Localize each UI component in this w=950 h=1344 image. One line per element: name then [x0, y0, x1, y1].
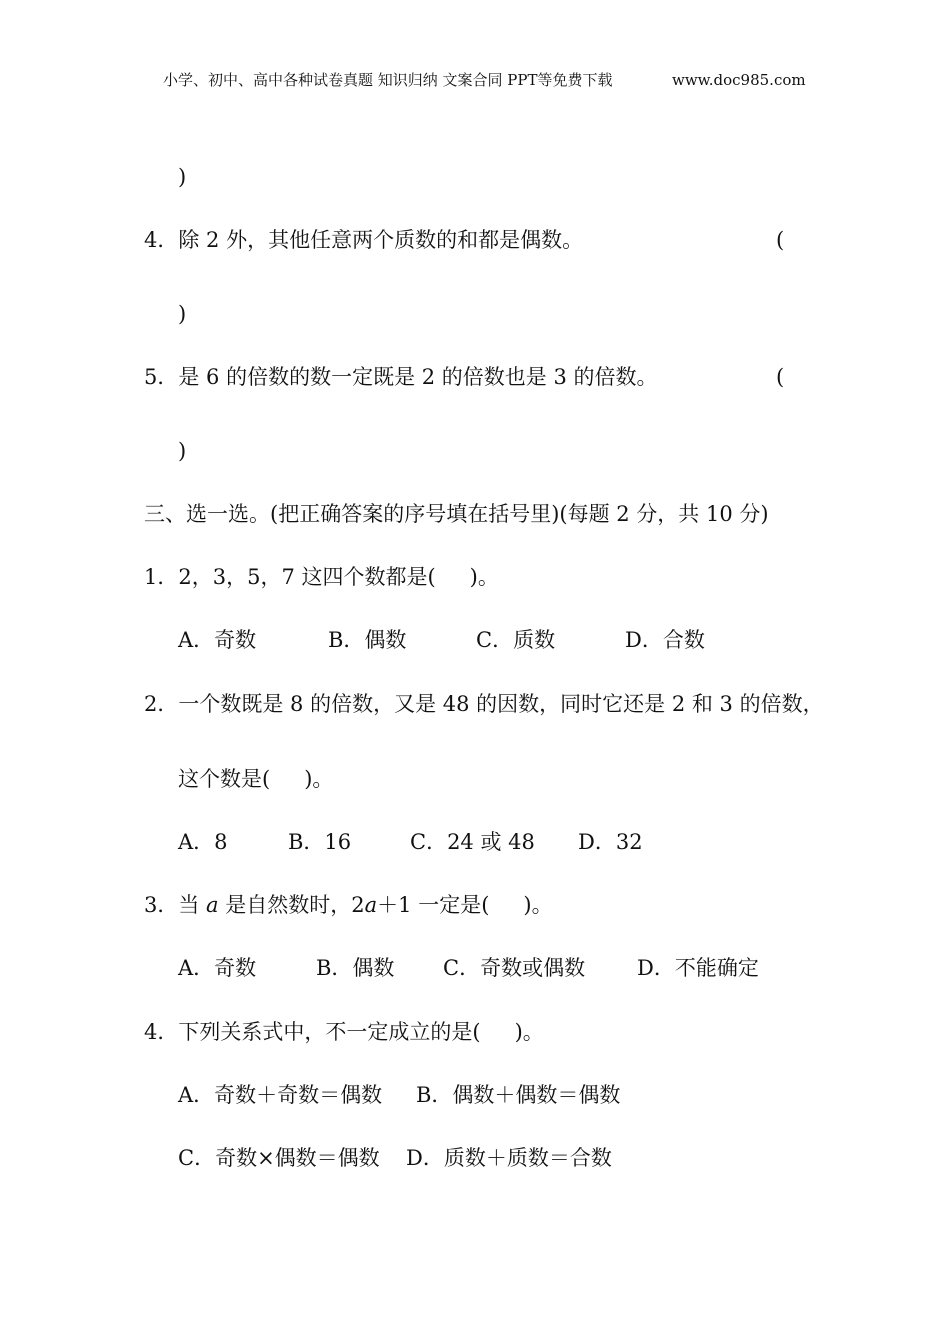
option-b: B．16 — [288, 830, 352, 854]
header-text: 小学、初中、高中各种试卷真题 知识归纳 文案合同 PPT等免费下载 — [163, 71, 613, 89]
option-a: A．奇数 — [178, 628, 257, 652]
prev-answer-close-paren: ) — [178, 165, 187, 189]
choice-question-1 — [144, 563, 499, 591]
variable-a: a — [206, 893, 219, 917]
option-a: A．奇数＋奇数＝偶数 — [178, 1083, 383, 1107]
choice-question-2-cont — [178, 765, 333, 793]
question-number: 4． — [144, 228, 179, 252]
question-stem: 1．2，3，5，7 这四个数都是( — [144, 565, 436, 589]
option-c: C．奇数或偶数 — [443, 956, 586, 980]
option-d: D．合数 — [625, 628, 705, 652]
answer-open-paren: ( — [776, 365, 785, 389]
question-stem: ＋1 一定是( — [377, 893, 490, 917]
question-text: 是 6 的倍数的数一定既是 2 的倍数也是 3 的倍数。 — [178, 365, 658, 389]
question-stem: 4．下列关系式中，不一定成立的是( — [144, 1020, 481, 1044]
option-a: A．8 — [178, 830, 228, 854]
question-stem-end: )。 — [514, 1020, 544, 1044]
choice-question-3 — [144, 891, 553, 919]
option-b: B．偶数＋偶数＝偶数 — [416, 1083, 621, 1107]
judge-question-5 — [144, 363, 658, 391]
option-a: A．奇数 — [178, 956, 257, 980]
option-c: C．质数 — [476, 628, 556, 652]
answer-close-paren: ) — [178, 439, 187, 463]
answer-close-paren: ) — [178, 302, 187, 326]
variable-a: a — [364, 893, 378, 917]
header-site: www.doc985.com — [672, 71, 806, 89]
section-title: 三、选一选。(把正确答案的序号填在括号里)(每题 2 分，共 10 分) — [144, 502, 769, 526]
question-stem: 是自然数时，2 — [218, 893, 365, 917]
option-d: D．不能确定 — [637, 956, 759, 980]
question-stem: 3．当 — [144, 893, 207, 917]
question-text: 除 2 外，其他任意两个质数的和都是偶数。 — [178, 228, 584, 252]
question-number: 5． — [144, 365, 179, 389]
option-c: C．24 或 48 — [410, 830, 535, 854]
answer-open-paren: ( — [776, 228, 785, 252]
choice-question-4 — [144, 1018, 544, 1046]
option-b: B．偶数 — [316, 956, 395, 980]
question-stem-end: )。 — [469, 565, 499, 589]
question-stem-end: )。 — [304, 767, 334, 791]
option-d: D．32 — [578, 830, 643, 854]
question-stem-end: )。 — [523, 893, 553, 917]
question-stem: 这个数是( — [178, 767, 271, 791]
judge-question-4 — [144, 226, 583, 254]
choice-question-2: 2．一个数既是 8 的倍数，又是 48 的因数，同时它还是 2 和 3 的倍数， — [144, 692, 824, 716]
option-d: D．质数＋质数＝合数 — [406, 1146, 612, 1170]
option-b: B．偶数 — [328, 628, 407, 652]
option-c: C．奇数×偶数＝偶数 — [178, 1146, 380, 1170]
